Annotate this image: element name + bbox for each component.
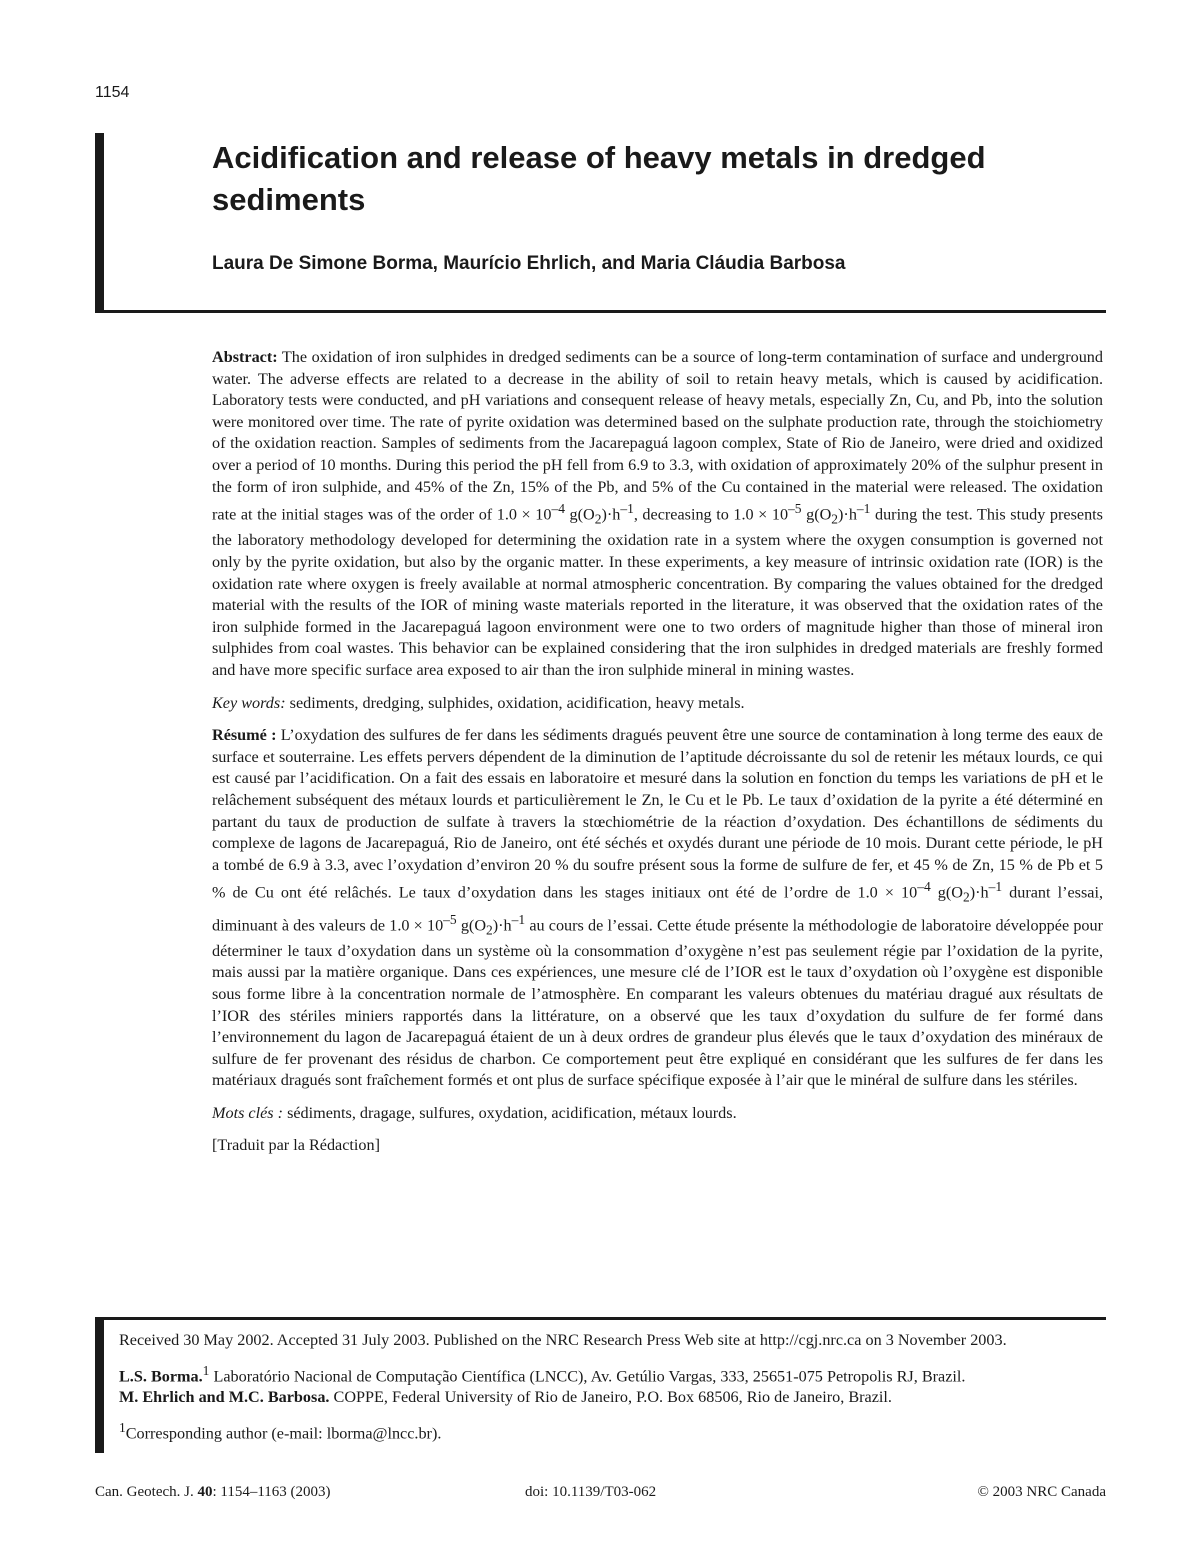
title-block — [95, 133, 1106, 313]
affiliation-text: Laboratório Nacional de Computação Científica (LNCC), Av. Getúlio Vargas, 333, 25651-075 Petropolis RJ, Brazil. — [209, 1367, 966, 1386]
resume-label: Résumé : — [212, 726, 277, 745]
resume-text: au cours de l’essai. Cette étude présente la méthodologie de laboratoire développée pour déterminer le taux d’oxydation dans un système où la consommation d’oxygène n’est pas seulement régie par l’oxidation de la pyrite, mais aussi par la matière organique. Dans ces expériences, une mesure clé de l’IOR est le taux d’oxydation où l’oxygène est disponible sous forme libre à la concentration normale de l’atmosphère. En comparant les valeurs obtenues du matériau dragué aux résultats de l’IOR des stériles miniers rapportés dans la littérature, on a observé que les taux d’oxydation du sulfure de fer formé dans l’environnement du lagon de Jacarepaguá étaient de un à deux ordres de grandeur plus élevés que le taux d’oxydation des minéraux de sulfure de fer provenant des résidus de charbon. Ce comportement peut être expliqué en considérant que les sulfures de fer dans les matériaux dragués sont fraîchement formés et ont plus de surface spécifique exposée à l’air que le minéral de sulfure dans les stériles. — [212, 915, 1103, 1090]
footnote-top-rule — [95, 1317, 1106, 1320]
subscript: 2 — [962, 889, 970, 905]
exponent: –5 — [788, 501, 802, 517]
title-bottom-rule — [95, 310, 1106, 313]
journal-volume: 40 — [197, 1484, 213, 1500]
footnote-left-bar — [95, 1317, 104, 1453]
mots-cles-label: Mots clés : — [212, 1103, 284, 1122]
exponent: –4 — [551, 501, 565, 517]
resume-text: g(O — [456, 915, 487, 934]
title-left-bar — [95, 133, 104, 313]
footnote-text — [119, 1330, 1104, 1445]
abstract-text: g(O — [564, 505, 595, 524]
affiliation-text: COPPE, Federal University of Rio de Janeiro, P.O. Box 68506, Rio de Janeiro, Brazil. — [329, 1388, 892, 1407]
subscript: 2 — [486, 922, 493, 938]
abstract-text: The oxidation of iron sulphides in dredged sediments can be a source of long-term contamination of surface and underground water. The adverse effects are related to a decrease in the ability of soil to retain heavy metals, which is caused by acidification. Laboratory tests were conducted, and pH variations and consequent release of heavy metals, especially Zn, Cu, and Pb, into the solution were monitored over time. The rate of pyrite oxidation was determined based on the sulphate production rate, through the stoichiometry of the oxidation reaction. Samples of sediments from the Jacarepaguá lagoon complex, State of Rio de Janeiro, were dried and oxidized over a period of 10 months. During this period the pH fell from 6.9 to 3.3, with oxidation of approximately 20% of the sulphur present in the form of iron sulphide, and 45% of the Zn, 15% of the Pb, and 5% of the Cu contained in the material were released. The oxidation rate at the initial stages was of the order of 1.0 × 10 — [212, 348, 1103, 524]
abstract-paragraph — [212, 347, 1103, 682]
abstract-text: , decreasing to 1.0 × 10 — [633, 505, 789, 524]
resume-text: )·h — [492, 915, 512, 934]
affiliation-name: L.S. Borma. — [119, 1367, 203, 1386]
subscript: 2 — [594, 511, 602, 527]
abstract-text: )·h — [838, 505, 857, 524]
keywords-label: Key words: — [212, 693, 286, 712]
keywords-line — [212, 693, 1103, 715]
corresponding-author — [119, 1417, 1104, 1444]
paper-title: Acidification and release of heavy metals in dredged sediments — [212, 140, 986, 217]
resume-text: )·h — [969, 883, 989, 902]
author-list: Laura De Simone Borma, Maurício Ehrlich, and Maria Cláudia Barbosa — [212, 253, 846, 274]
abstract-text: )·h — [601, 505, 621, 524]
exponent: –1 — [856, 501, 871, 517]
exponent: –1 — [988, 879, 1003, 895]
doi-text: doi: 10.1139/T03-062 — [525, 1484, 657, 1500]
abstract-text: during the test. This study presents the laboratory methodology developed for determining the oxidation rate in a system where the oxygen consumption is governed not only by the pyrite oxidation, but also by the organic matter. In these experiments, a key measure of intrinsic oxidation rate (IOR) is the oxidation rate where oxygen is freely available at normal atmospheric concentration. By comparing the values obtained for the dredged material with the results of the IOR of mining waste materials reported in the literature, it was observed that the oxidation rates of the iron sulphide formed in the Jacarepaguá lagoon environment were one to two orders of magnitude higher than those of mineral iron sulphides from coal wastes. This behavior can be explained considering that the iron sulphides in dredged materials are freshly formed and have more specific surface area exposed to air than the iron sulphide mineral in mining wastes. — [212, 505, 1103, 679]
affiliation-ehrlich-barbosa — [119, 1387, 1104, 1408]
page-number: 1154 — [95, 84, 130, 101]
mots-cles-line — [212, 1103, 1103, 1125]
resume-text: g(O — [930, 883, 963, 902]
page-footer — [95, 1484, 1106, 1506]
subscript: 2 — [831, 511, 839, 527]
resume-text: durant l’essai, diminuant à des valeurs de 1.0 × 10 — [212, 883, 1103, 934]
copyright-text: © 2003 NRC Canada — [977, 1484, 1106, 1500]
exponent: –4 — [917, 879, 931, 895]
journal-citation — [95, 1484, 331, 1501]
resume-text: L’oxydation des sulfures de fer dans les sédiments dragués peuvent être une source de contamination à long terme des eaux de surface et souterraine. Les effets pervers dépendent de la diminution de l’aptitude décroissante du sol de retenir les métaux lourds, ce qui est causé par l’acidification. On a fait des essais en laboratoire et mesuré dans la solution en fonction du temps les variations de pH et le relâchement subséquent des métaux lourds et particulièrement le Zn, le Cu et le Pb. Le taux d’oxidation de la pyrite a été déterminé en partant du taux de production de sulfate à travers la stœchiométrie de la réaction d’oxydation. Des échantillons de sédiments du complexe de lagons de Jacarepaguá, Rio de Janeiro, ont été séchés et oxydés durant une période de 10 mois. Durant cette période, le pH a tombé de 6.9 à 3.3, avec l’oxydation d’environ 20 % du soufre présent sous la forme de sulfure de fer, et 45 % de Zn, 15 % de Pb et 5 % de Cu ont été relâchés. Le taux d’oxydation dans les stages initiaux ont été de l’ordre de 1.0 × 10 — [212, 726, 1103, 902]
affiliation-name: M. Ehrlich and M.C. Barbosa. — [119, 1388, 330, 1407]
journal-pages: : 1154–1163 (2003) — [212, 1484, 331, 1500]
corresponding-text: Corresponding author (e-mail: lborma@lncc.br). — [125, 1424, 442, 1443]
translation-note: [Traduit par la Rédaction] — [212, 1136, 380, 1155]
exponent: –5 — [443, 911, 457, 927]
mots-cles-text: sédiments, dragage, sulfures, oxydation, acidification, métaux lourds. — [283, 1103, 737, 1122]
resume-paragraph — [212, 725, 1103, 1092]
footnote-mark: 1 — [119, 1420, 126, 1436]
keywords-text: sediments, dredging, sulphides, oxidation, acidification, heavy metals. — [285, 693, 745, 712]
footnote-block — [95, 1317, 1106, 1453]
received-dates: Received 30 May 2002. Accepted 31 July 2003. Published on the NRC Research Press Web site at http://cgj.nrc.ca on 3 November 2003. — [119, 1331, 1007, 1349]
abstract-text: g(O — [801, 505, 832, 524]
abstract-section — [212, 347, 1103, 1157]
abstract-label: Abstract: — [212, 348, 278, 366]
journal-name: Can. Geotech. J. — [95, 1484, 198, 1500]
footnote-mark: 1 — [202, 1363, 210, 1378]
exponent: –1 — [511, 911, 526, 927]
exponent: –1 — [620, 501, 634, 517]
affiliation-borma — [119, 1360, 1104, 1387]
